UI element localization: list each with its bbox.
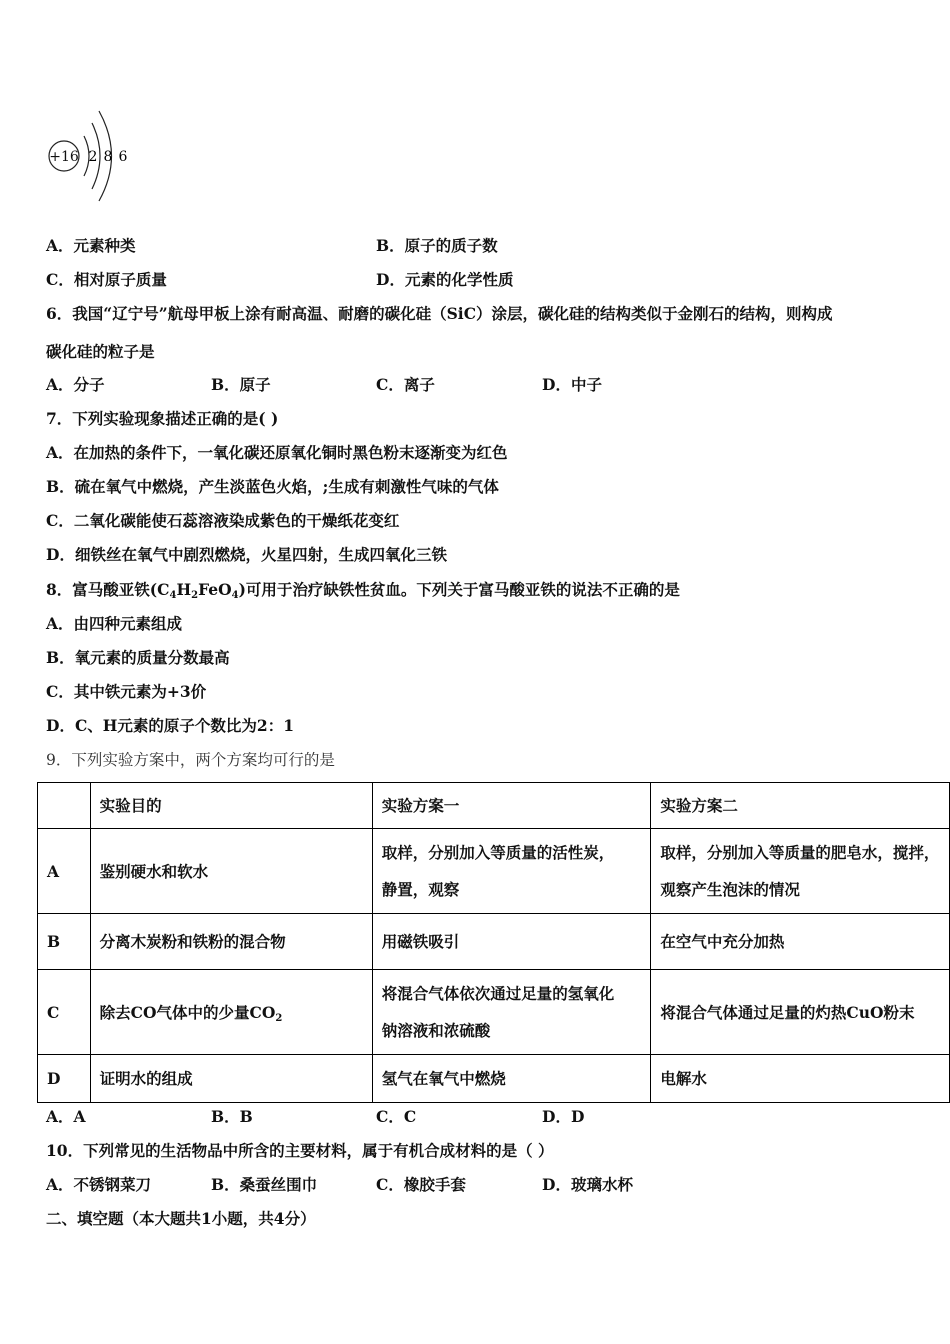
table-header-row (38, 783, 950, 829)
q9-option-a: A．A (46, 1107, 86, 1126)
row-plan1: 将混合气体依次通过足量的氢氧化 钠溶液和浓硫酸 (372, 970, 651, 1055)
shell-3-electrons: 6 (118, 149, 128, 165)
row-id: C (38, 970, 91, 1055)
row-id: B (38, 914, 91, 970)
q8-option-a: A．由四种元素组成 (46, 614, 183, 633)
q5-option-b: B．原子的质子数 (376, 236, 498, 255)
q6-stem-line1: 6．我国“辽宁号”航母甲板上涂有耐高温、耐磨的碳化硅（SiC）涂层，碳化硅的结构类似于金刚石的结构，则构成 (46, 304, 833, 323)
table-row (38, 970, 950, 1055)
header-cell-plan2: 实验方案二 (651, 783, 950, 829)
q5-option-d: D．元素的化学性质 (376, 270, 514, 289)
nucleus-charge: +16 (49, 149, 79, 165)
sulfur-atom-structure-diagram (44, 98, 134, 213)
q9-option-d: D．D (542, 1107, 585, 1126)
section-2-heading: 二、填空题（本大题共1小题，共4分） (46, 1209, 316, 1228)
q6-option-d: D．中子 (542, 375, 602, 394)
q9-experiment-table (37, 782, 950, 1103)
q10-stem: 10．下列常见的生活物品中所含的主要材料，属于有机合成材料的是（ ） (46, 1141, 554, 1160)
row-plan2: 在空气中充分加热 (651, 914, 950, 970)
row-plan2: 电解水 (651, 1055, 950, 1103)
row-goal: 除去CO气体中的少量$CO_2$ (90, 970, 372, 1055)
header-cell-plan1: 实验方案一 (372, 783, 651, 829)
q6-stem-line2: 碳化硅的粒子是 (46, 342, 155, 361)
q10-option-c: C．橡胶手套 (376, 1175, 466, 1194)
row-plan1: 取样，分别加入等质量的活性炭， 静置，观察 (372, 829, 651, 914)
q7-option-c: C．二氧化碳能使石蕊溶液染成紫色的干燥纸花变红 (46, 511, 400, 530)
q9-stem: 9．下列实验方案中，两个方案均可行的是 (46, 751, 335, 769)
q7-stem: 7．下列实验现象描述正确的是( ) (46, 409, 279, 428)
q10-option-d: D．玻璃水杯 (542, 1175, 633, 1194)
q8-stem: 8．富马酸亚铁$(C_4H_2FeO_4)$可用于治疗缺铁性贫血。下列关于富马酸亚铁的说法不正确的是 (46, 580, 680, 601)
q6-option-a: A．分子 (46, 375, 105, 394)
table-row (38, 829, 950, 914)
header-cell-goal: 实验目的 (90, 783, 372, 829)
q9-option-b: B．B (211, 1107, 253, 1126)
shell-1-electrons: 2 (88, 149, 98, 165)
header-cell-id (38, 783, 91, 829)
q10-option-b: B．桑蚕丝围巾 (211, 1175, 318, 1194)
row-plan1: 氢气在氧气中燃烧 (372, 1055, 651, 1103)
row-plan2: 取样，分别加入等质量的肥皂水，搅拌， 观察产生泡沫的情况 (651, 829, 950, 914)
table-row (38, 914, 950, 970)
table-row (38, 1055, 950, 1103)
row-id: A (38, 829, 91, 914)
row-goal: 证明水的组成 (90, 1055, 372, 1103)
q5-option-c: C．相对原子质量 (46, 270, 167, 289)
q9-option-c: C．C (376, 1107, 417, 1126)
q7-option-b: B．硫在氧气中燃烧，产生淡蓝色火焰，;生成有刺激性气味的气体 (46, 477, 499, 496)
q8-option-b: B．氧元素的质量分数最高 (46, 648, 230, 667)
shell-2-electrons: 8 (103, 149, 113, 165)
row-plan2: 将混合气体通过足量的灼热CuO粉末 (651, 970, 950, 1055)
q5-option-a: A．元素种类 (46, 236, 136, 255)
q6-option-b: B．原子 (211, 375, 271, 394)
row-goal: 分离木炭粉和铁粉的混合物 (90, 914, 372, 970)
q6-option-c: C．离子 (376, 375, 435, 394)
q7-option-a: A．在加热的条件下，一氧化碳还原氧化铜时黑色粉末逐渐变为红色 (46, 443, 508, 462)
row-plan1: 用磁铁吸引 (372, 914, 651, 970)
q10-option-a: A．不锈钢菜刀 (46, 1175, 152, 1194)
q8-option-d: D．C、H元素的原子个数比为2：1 (46, 716, 294, 735)
row-id: D (38, 1055, 91, 1103)
row-goal: 鉴别硬水和软水 (90, 829, 372, 914)
q8-option-c: C．其中铁元素为+3价 (46, 682, 207, 701)
q7-option-d: D．细铁丝在氧气中剧烈燃烧，火星四射，生成四氧化三铁 (46, 545, 447, 564)
